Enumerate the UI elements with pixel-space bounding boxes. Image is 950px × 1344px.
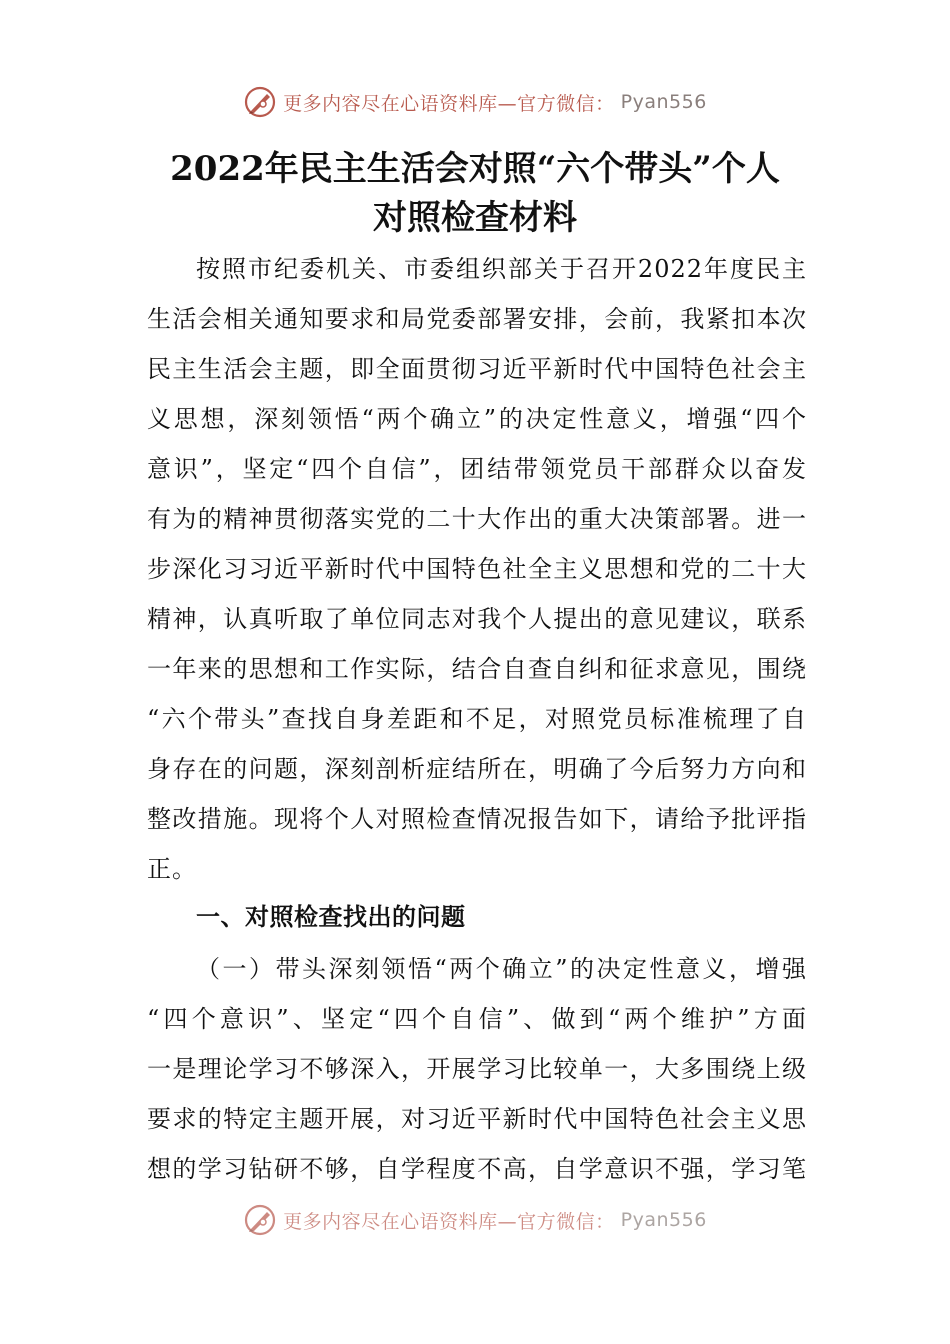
pen-seal-icon xyxy=(243,1203,277,1237)
paragraph-line: 民主生活会主题，即全面贯彻习近平新时代中国特色社会主 xyxy=(147,355,807,383)
paragraph-line: 义思想，深刻领悟“两个确立”的决定性意义，增强“四个 xyxy=(147,405,807,433)
paragraph-line: 要求的特定主题开展，对习近平新时代中国特色社会主义思 xyxy=(147,1105,807,1133)
watermark-wechat-id: Pyan556 xyxy=(620,1209,707,1231)
paragraph-line: 生活会相关通知要求和局党委部署安排，会前，我紧扣本次 xyxy=(147,305,807,333)
document-title-line-2: 对照检查材料 xyxy=(373,198,577,238)
section-heading: 一、对照检查找出的问题 xyxy=(196,903,466,931)
paragraph-line: 意识”，坚定“四个自信”，团结带领党员干部群众以奋发 xyxy=(147,455,807,483)
paragraph-line: 想的学习钻研不够，自学程度不高，自学意识不强，学习笔 xyxy=(147,1155,807,1183)
watermark-wechat-id: Pyan556 xyxy=(620,91,707,113)
paragraph-line: 有为的精神贯彻落实党的二十大作出的重大决策部署。进一 xyxy=(147,505,807,533)
watermark-text: 更多内容尽在心语资料库—官方微信： xyxy=(283,1210,615,1233)
paragraph-line: 整改措施。现将个人对照检查情况报告如下，请给予批评指 xyxy=(147,805,807,833)
paragraph-line: 精神，认真听取了单位同志对我个人提出的意见建议，联系 xyxy=(147,605,807,633)
paragraph-line: “四个意识”、坚定“四个自信”、做到“两个维护”方面 xyxy=(147,1005,807,1033)
paragraph-line: （一）带头深刻领悟“两个确立”的决定性意义，增强 xyxy=(196,955,807,983)
paragraph-line: 一年来的思想和工作实际，结合自查自纠和征求意见，围绕 xyxy=(147,655,807,683)
paragraph-line: “六个带头”查找自身差距和不足，对照党员标准梳理了自 xyxy=(147,705,807,733)
paragraph-line: 按照市纪委机关、市委组织部关于召开2022年度民主 xyxy=(196,255,807,283)
watermark-header xyxy=(0,82,950,122)
watermark-footer xyxy=(0,1200,950,1240)
document-title-line-1: 2022年民主生活会对照“六个带头”个人 xyxy=(170,149,780,189)
paragraph-line: 身存在的问题，深刻剖析症结所在，明确了今后努力方向和 xyxy=(147,755,807,783)
pen-seal-icon xyxy=(243,85,277,119)
paragraph-line: 一是理论学习不够深入，开展学习比较单一，大多围绕上级 xyxy=(147,1055,807,1083)
paragraph-line: 步深化习习近平新时代中国特色社全主义思想和党的二十大 xyxy=(147,555,807,583)
paragraph-line: 正。 xyxy=(147,855,197,883)
watermark-text: 更多内容尽在心语资料库—官方微信： xyxy=(283,92,615,115)
